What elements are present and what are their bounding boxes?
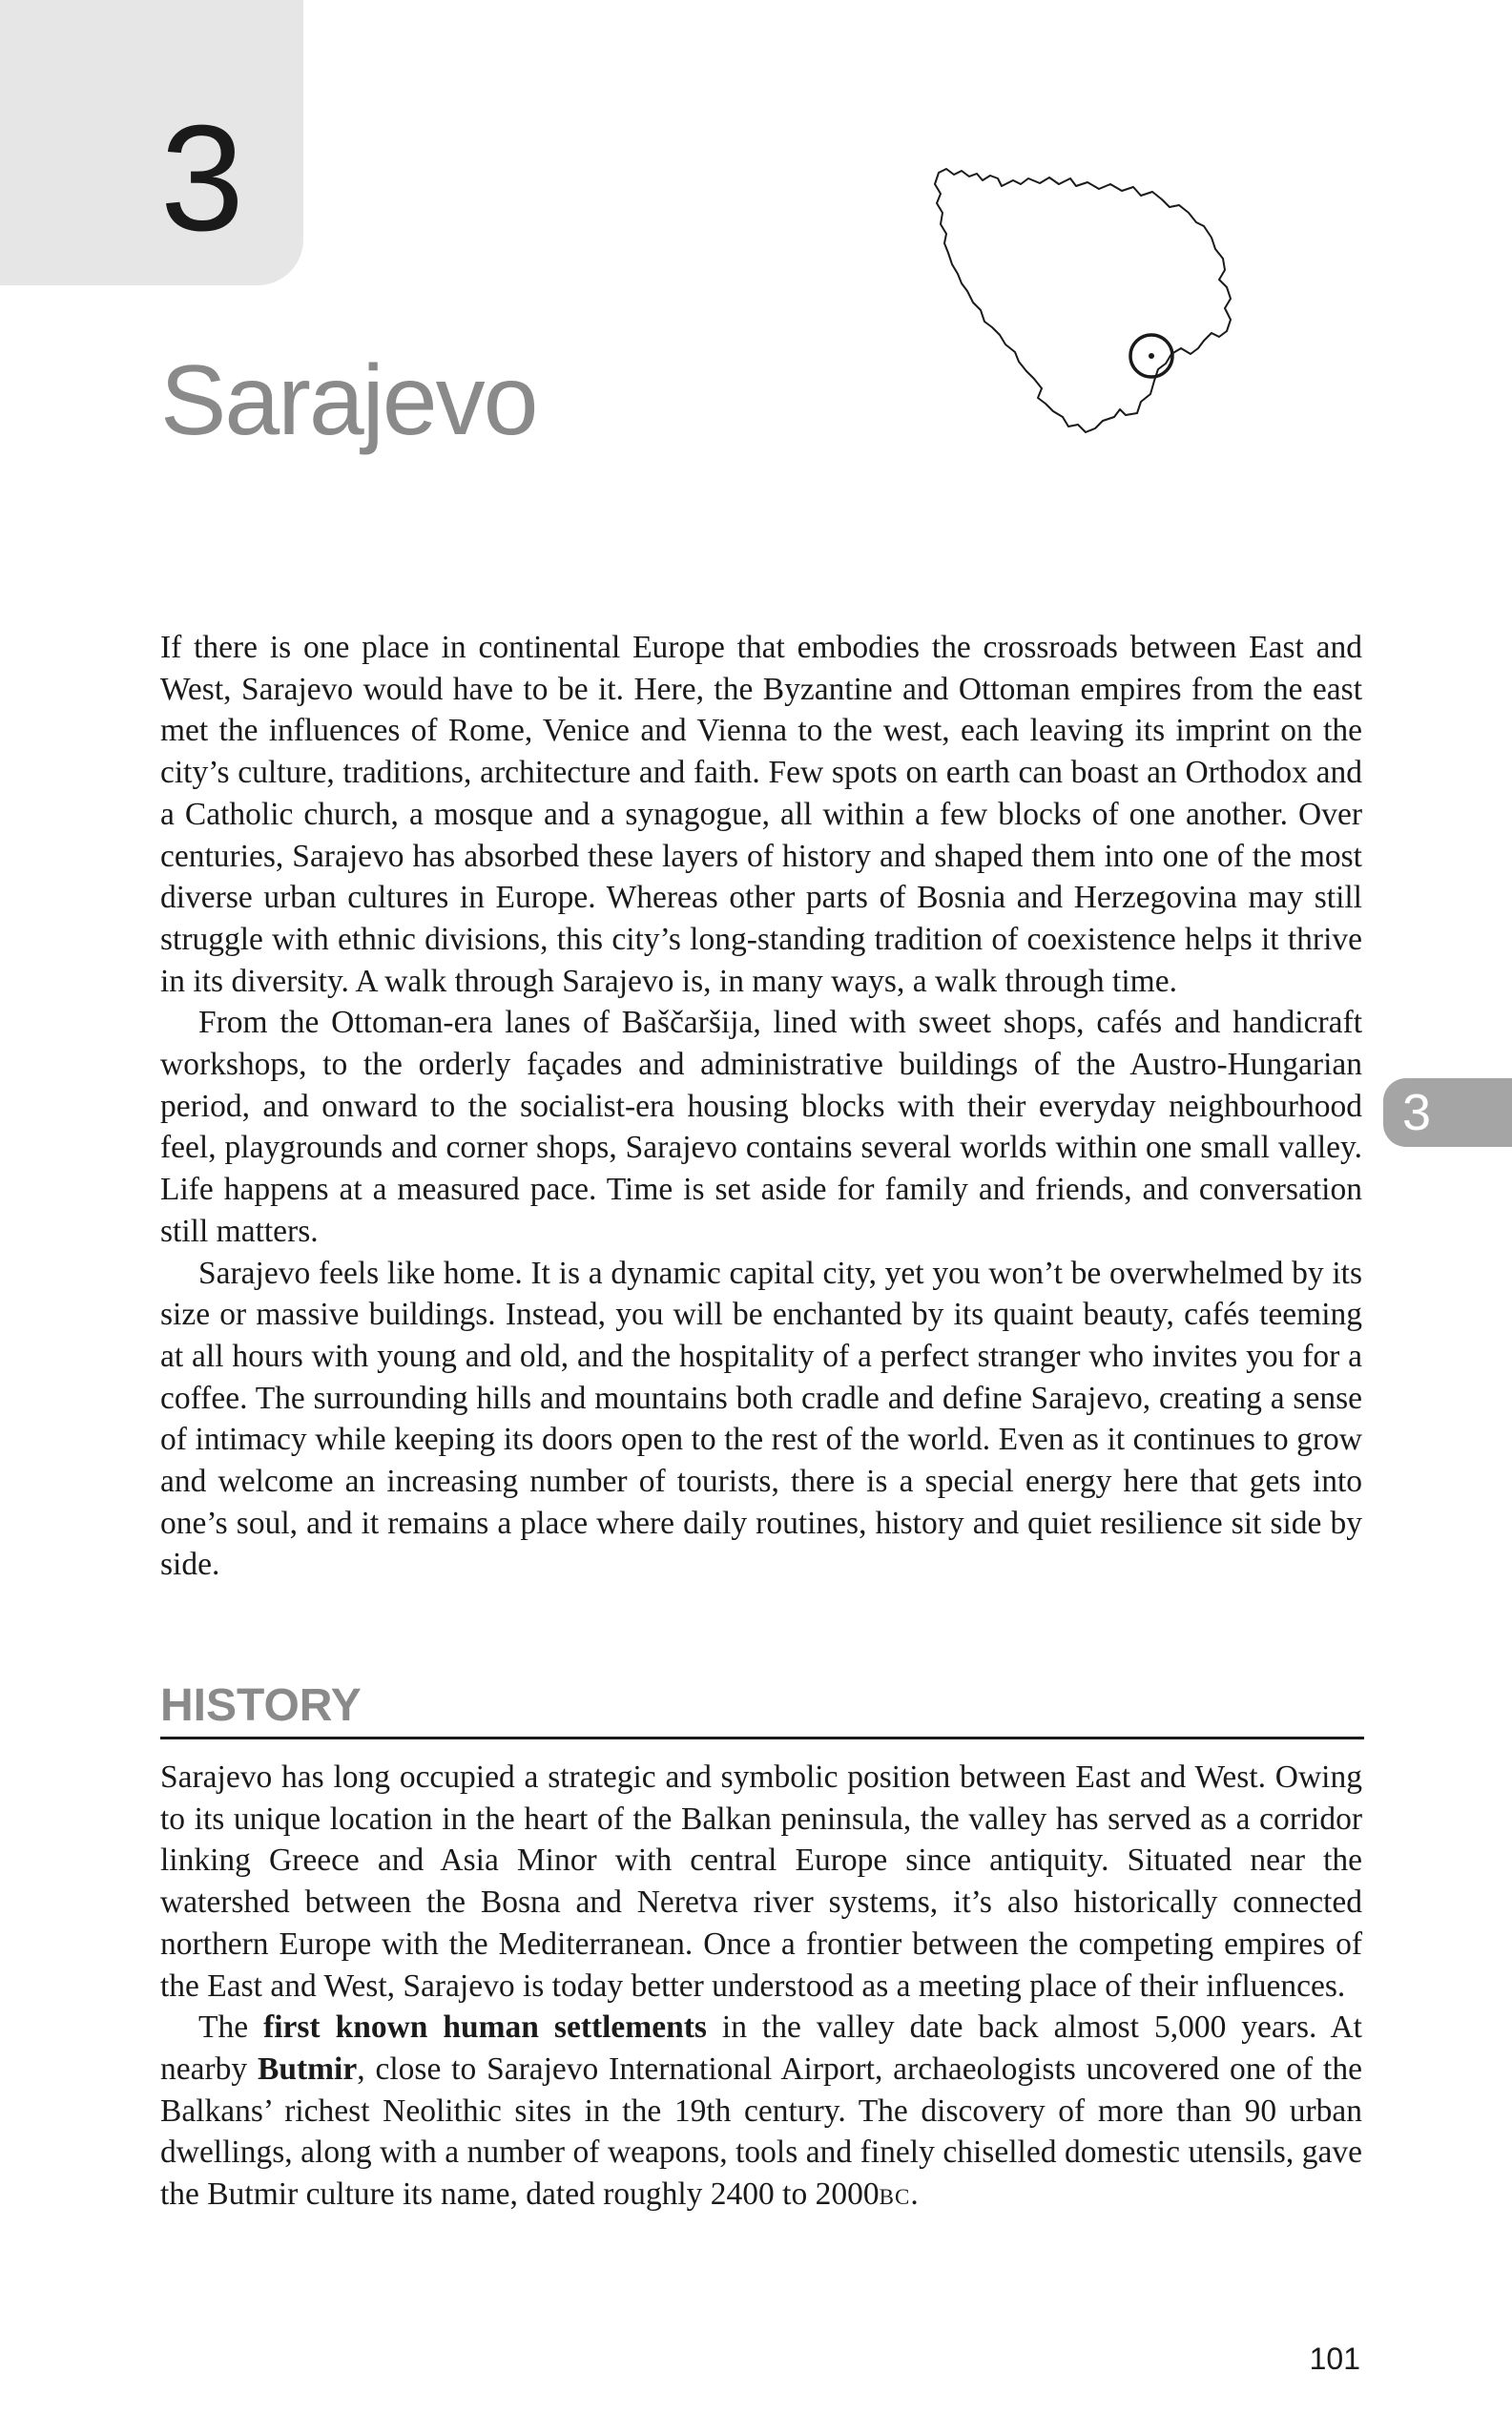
history-heading: HISTORY — [160, 1679, 1364, 1739]
page-number: 101 — [1309, 2342, 1360, 2376]
history-p2-bold-butmir: Butmir — [258, 2051, 358, 2087]
chapter-title: Sarajevo — [160, 345, 537, 456]
history-paragraph-2 — [160, 2007, 1362, 2216]
history-p2-bold-settlements: first known human settlements — [263, 2009, 707, 2046]
chapter-side-tab — [1383, 1078, 1512, 1147]
country-outline — [935, 169, 1231, 432]
intro-text — [160, 627, 1362, 1586]
sarajevo-dot — [1149, 353, 1154, 359]
history-p2-text-2: in the valley date back almost 5,000 years. At nearby — [160, 2009, 1362, 2087]
history-p2-era: bc — [879, 2176, 911, 2213]
history-paragraph-1: Sarajevo has long occupied a strategic and symbolic position between East and West. Owing to its unique location in the heart of the Balkan peninsula, the valley has served as a corridor linking Greece and Asia Minor with central Europe since antiquity. Situated near the watershed between the Bosna and Neretva river systems, it’s also historically connected northern Europe with the Mediterranean. Once a frontier between the competing empires of the East and West, Sarajevo is today better understood as a meeting place of their influences. — [160, 1759, 1362, 2004]
history-text — [160, 1757, 1362, 2216]
intro-paragraph-2: From the Ottoman-era lanes of Baščaršija, lined with sweet shops, cafés and handicraft workshops, to the orderly façades and administrative buildings of the Austro-Hungarian period, and onward to the socialist-era housing blocks with their everyday neighbourhood feel, playgrounds and corner shops, Sarajevo contains several worlds within one small valley. Life happens at a measured pace. Time is set aside for family and friends, and conversation still matters. — [160, 1005, 1362, 1249]
history-p2-text-3: , close to Sarajevo International Airport, archaeologists uncovered one of the Balkans’ richest Neolithic sites in the 19th century. The discovery of more than 90 urban dwellings, along with a number of weapons, tools and finely chiselled domestic utensils, gave the Butmir culture its name, dated roughly 2400 to 2000 — [160, 2051, 1362, 2213]
intro-paragraph-1: If there is one place in continental Europe that embodies the crossroads between East and West, Sarajevo would have to be it. Here, the Byzantine and Ottoman empires from the east met the influences of Rome, Venice and Vienna to the west, each leaving its imprint on the city’s culture, traditions, architecture and faith. Few spots on earth can boast an Orthodox and a Catholic church, a mosque and a synagogue, all within a few blocks of one another. Over centuries, Sarajevo has absorbed these layers of history and shaped them into one of the most diverse urban cultures in Europe. Whereas other parts of Bosnia and Herzegovina may still struggle with ethnic divisions, this city’s long-standing tradition of coexistence helps it thrive in its diversity. A walk through Sarajevo is, in many ways, a walk through time. — [160, 630, 1362, 999]
intro-paragraph-3: Sarajevo feels like home. It is a dynamic capital city, yet you won’t be overwhelmed by its size or massive buildings. Instead, you will be enchanted by its quaint beauty, cafés teeming at all hours with young and old, and the hospitality of a perfect stranger who invites you for a coffee. The surrounding hills and mountains both cradle and define Sarajevo, creating a sense of intimacy while keeping its doors open to the rest of the world. Even as it continues to grow and welcome an increasing number of tourists, there is a special energy here that gets into one’s soul, and it remains a place where daily routines, history and quiet resilience sit side by side. — [160, 1255, 1362, 1583]
history-p2-text-4: . — [910, 2176, 919, 2213]
chapter-number: 3 — [160, 94, 244, 262]
side-tab-label: 3 — [1402, 1084, 1432, 1141]
bosnia-herzegovina-outline-map-icon — [925, 157, 1336, 568]
history-p2-text-1: The — [198, 2009, 264, 2046]
chapter-tab — [0, 0, 303, 285]
